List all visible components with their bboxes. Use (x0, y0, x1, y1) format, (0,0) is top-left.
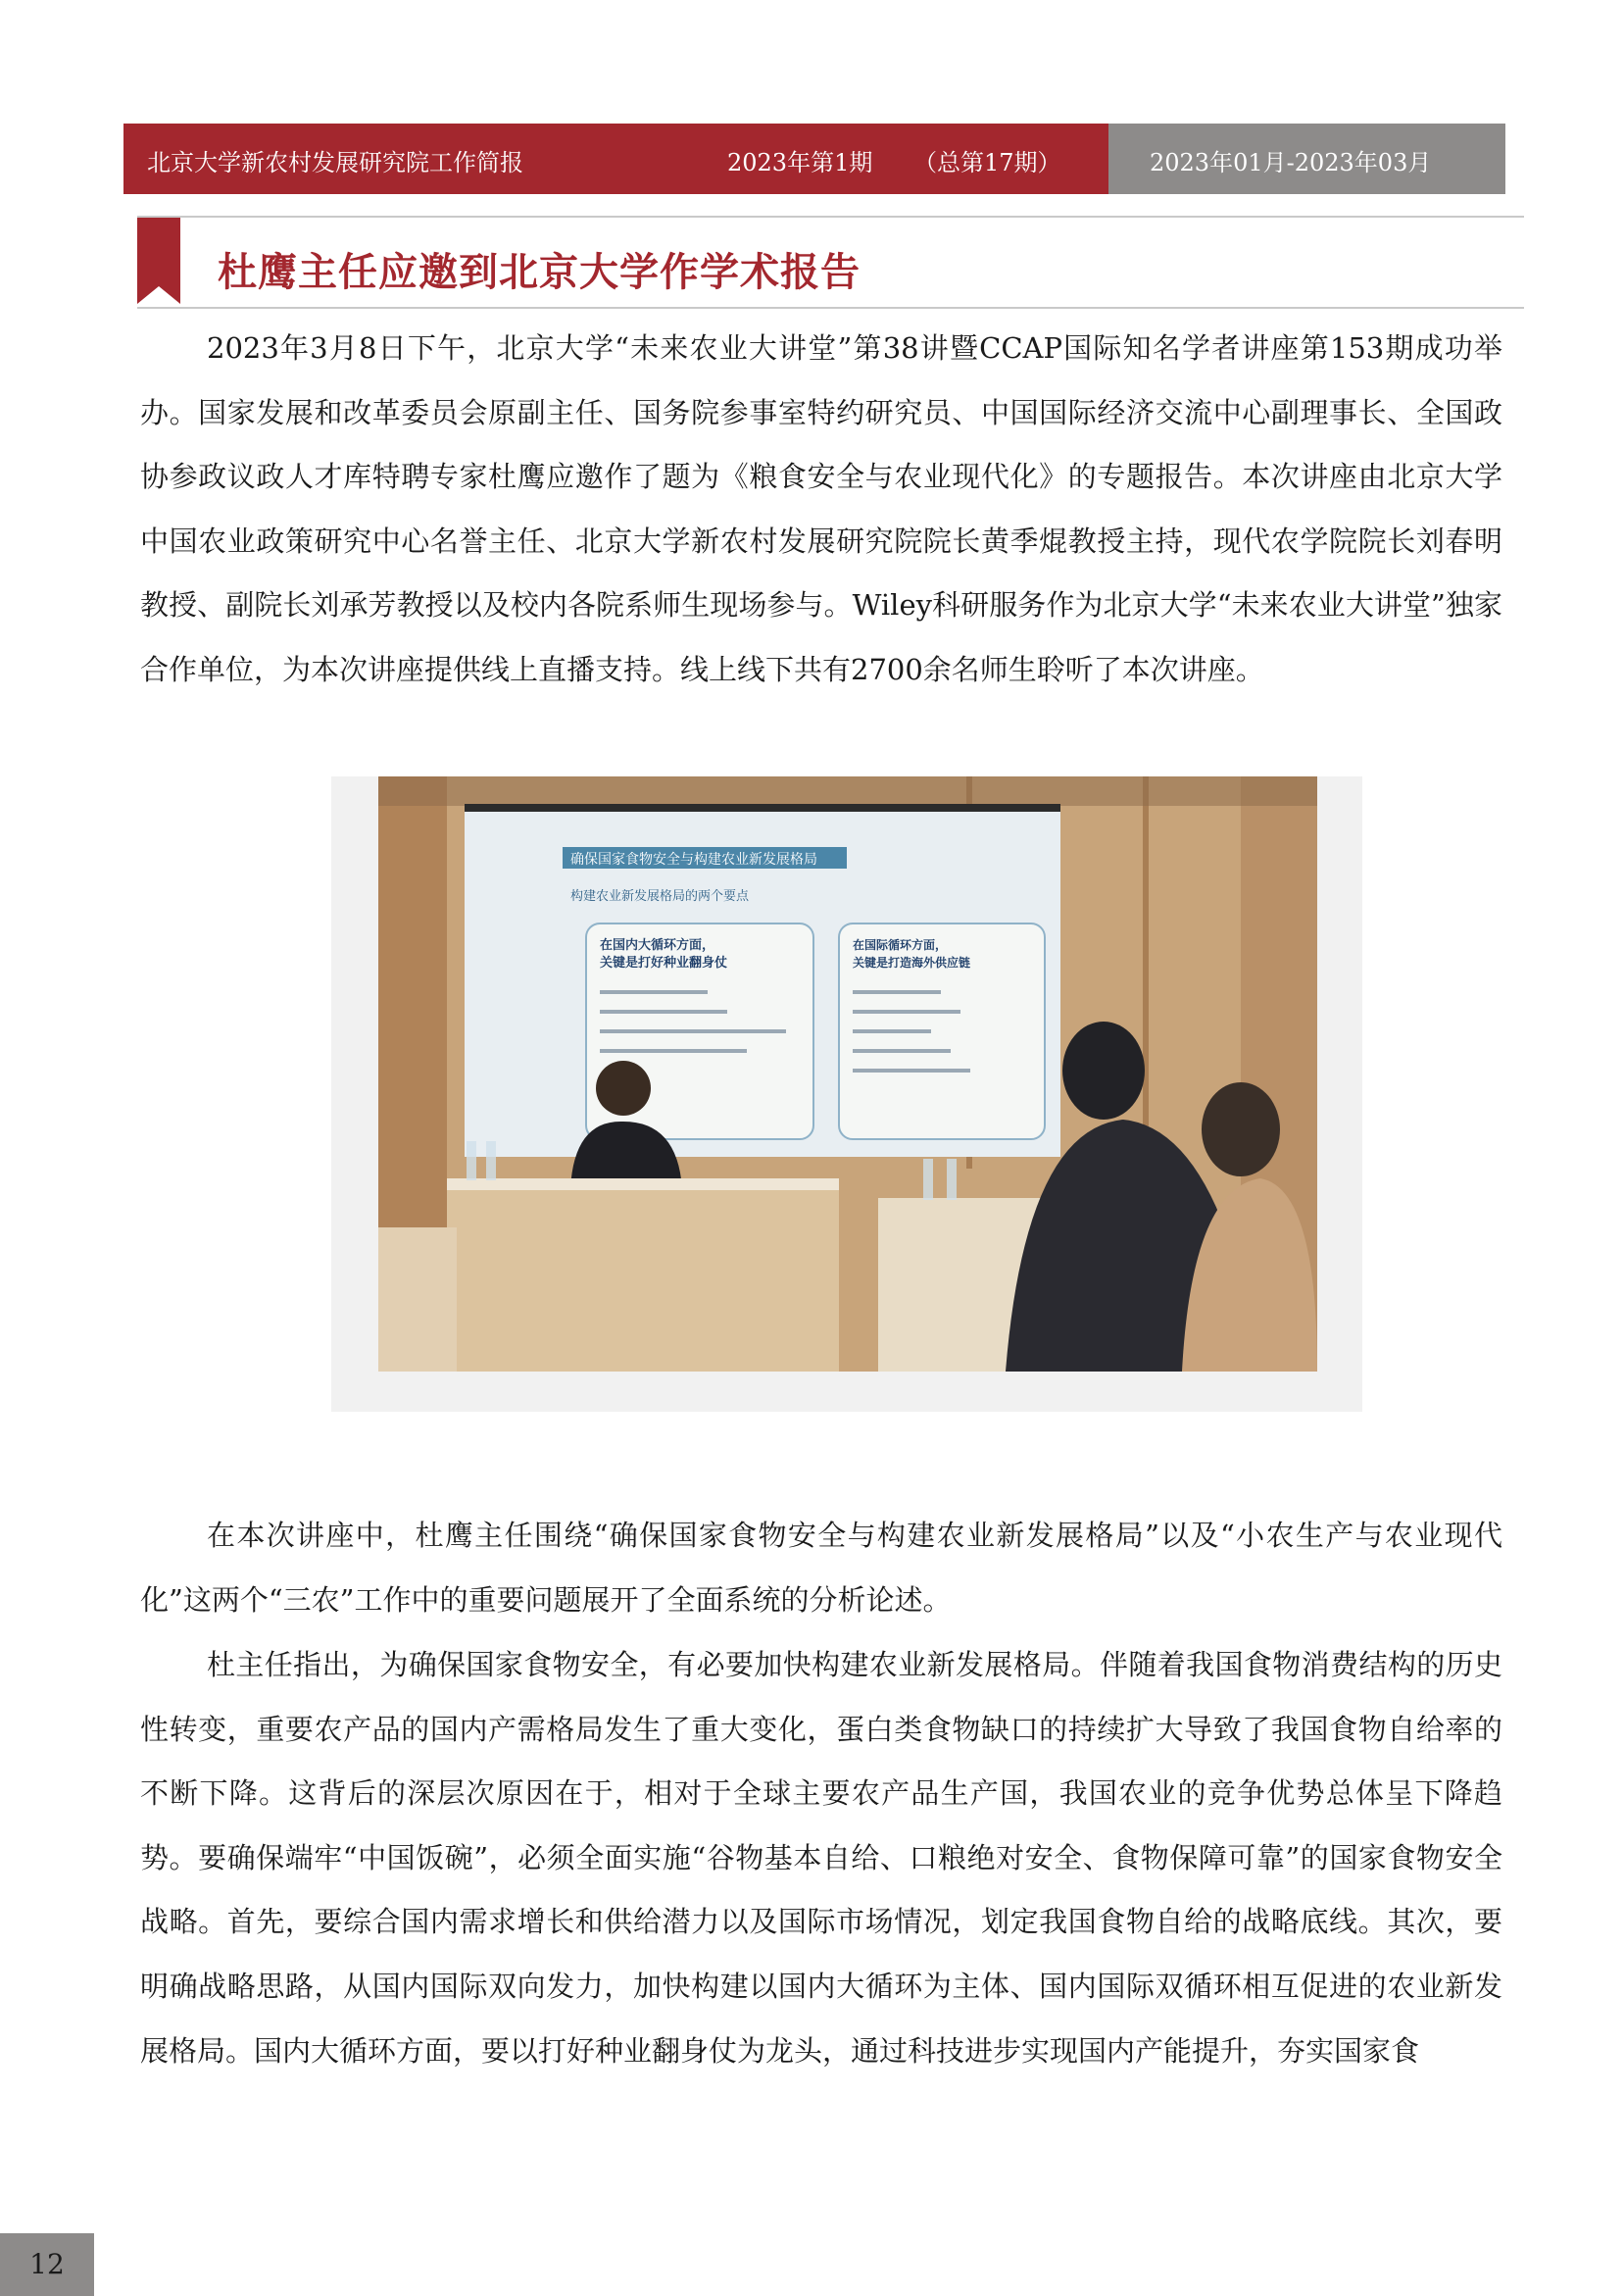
slide-left-heading-1: 在国内大循环方面， (600, 938, 715, 953)
issue-number: 2023年第1期 (727, 149, 873, 176)
header-red-section (123, 124, 1108, 194)
page-number: 12 (0, 2233, 94, 2296)
header-bar (123, 124, 1505, 194)
publication-name: 北京大学新农村发展研究院工作简报 (147, 149, 523, 176)
slide-left-heading-2: 关键是打好种业翻身仗 (600, 956, 728, 971)
total-issue: （总第17期） (913, 149, 1061, 176)
paragraph-1: 2023年3月8日下午，北京大学“未来农业大讲堂”第38讲暨CCAP国际知名学者讲座第153期成功举办。国家发展和改革委员会原副主任、国务院参事室特约研究员、中国国际经济交流中心副理事长、全国政协参政议政人才库特聘专家杜鹰应邀作了题为《粮食安全与农业现代化》的专题报告。本次讲座由北京大学中国农业政策研究中心名誉主任、北京大学新农村发展研究院院长黄季焜教授主持，现代农学院院长刘春明教授、副院长刘承芳教授以及校内各院系师生现场参与。Wiley科研服务作为北京大学“未来农业大讲堂”独家合作单位，为本次讲座提供线上直播支持。线上线下共有2700余名师生聆听了本次讲座。 (140, 331, 1502, 686)
bookmark-icon (137, 218, 180, 304)
article-title: 杜鹰主任应邀到北京大学作学术报告 (218, 250, 861, 295)
slide-right-heading-2: 关键是打造海外供应链 (853, 956, 971, 970)
title-bottom-rule (137, 307, 1524, 309)
paragraph-2: 在本次讲座中，杜鹰主任围绕“确保国家食物安全与构建农业新发展格局”以及“小农生产与农业现代化”这两个“三农”工作中的重要问题展开了全面系统的分析论述。 (140, 1519, 1502, 1617)
slide-right-heading-1: 在国际循环方面， (853, 938, 948, 952)
lecture-photo (378, 776, 1317, 1372)
date-range: 2023年01月-2023年03月 (1150, 149, 1432, 176)
header-grey-section (1108, 124, 1505, 194)
title-top-rule (137, 216, 1524, 218)
slide-title: 确保国家食物安全与构建农业新发展格局 (570, 852, 817, 868)
slide-subtitle: 构建农业新发展格局的两个要点 (570, 889, 750, 904)
paragraph-3: 杜主任指出，为确保国家食物安全，有必要加快构建农业新发展格局。伴随着我国食物消费结构的历史性转变，重要农产品的国内产需格局发生了重大变化，蛋白类食物缺口的持续扩大导致了我国食物自给率的不断下降。这背后的深层次原因在于，相对于全球主要农产品生产国，我国农业的竞争优势总体呈下降趋势。要确保端牢“中国饭碗”，必须全面实施“谷物基本自给、口粮绝对安全、食物保障可靠”的国家食物安全战略。首先，要综合国内需求增长和供给潜力以及国际市场情况，划定我国食物自给的战略底线。其次，要明确战略思路，从国内国际双向发力，加快构建以国内大循环为主体、国内国际双循环相互促进的农业新发展格局。国内大循环方面，要以打好种业翻身仗为龙头，通过科技进步实现国内产能提升，夯实国家食 (140, 1648, 1502, 2068)
